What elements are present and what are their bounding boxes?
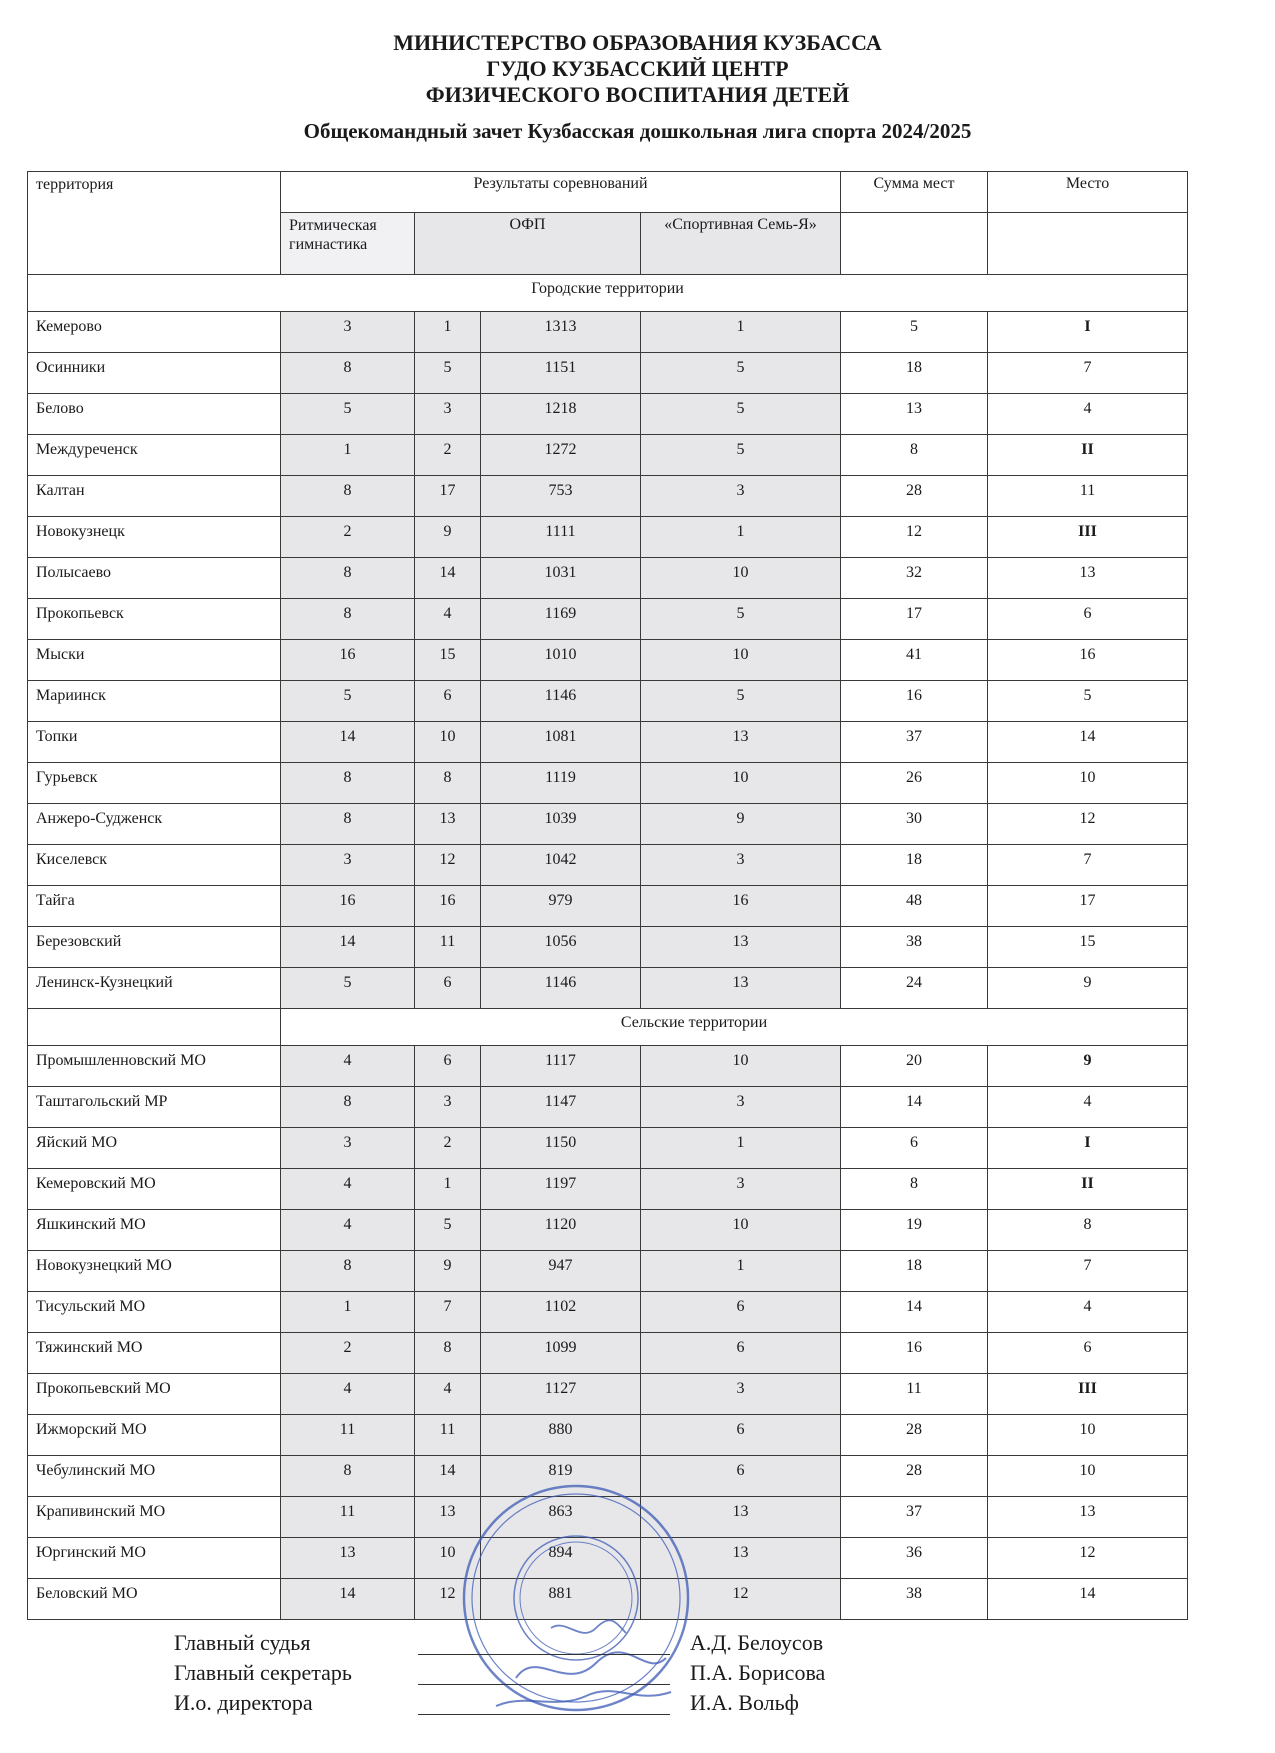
territory-cell: Яйский МО xyxy=(28,1128,281,1169)
rhythmic-cell: 8 xyxy=(281,353,415,394)
ofp-place-cell: 16 xyxy=(415,886,481,927)
sum-cell: 48 xyxy=(841,886,988,927)
sum-cell: 14 xyxy=(841,1292,988,1333)
family-cell: 10 xyxy=(641,640,841,681)
ofp-score-cell: 1042 xyxy=(481,845,641,886)
place-cell: 4 xyxy=(988,394,1188,435)
sum-cell: 38 xyxy=(841,1579,988,1620)
place-cell: 14 xyxy=(988,1579,1188,1620)
table-row xyxy=(28,927,1188,968)
ofp-place-cell: 13 xyxy=(415,1497,481,1538)
ofp-score-cell: 881 xyxy=(481,1579,641,1620)
family-cell: 6 xyxy=(641,1415,841,1456)
sum-cell: 11 xyxy=(841,1374,988,1415)
territory-cell: Кемеровский МО xyxy=(28,1169,281,1210)
ofp-place-cell: 1 xyxy=(415,1169,481,1210)
center-subtitle: ФИЗИЧЕСКОГО ВОСПИТАНИЯ ДЕТЕЙ xyxy=(425,82,850,107)
table-row xyxy=(28,1292,1188,1333)
family-cell: 13 xyxy=(641,1538,841,1579)
ofp-place-cell: 9 xyxy=(415,517,481,558)
sum-cell: 24 xyxy=(841,968,988,1009)
col-sum-header: Сумма мест xyxy=(841,172,988,213)
territory-cell: Прокопьевский МО xyxy=(28,1374,281,1415)
sum-cell: 38 xyxy=(841,927,988,968)
family-cell: 10 xyxy=(641,763,841,804)
sub-sum-empty xyxy=(841,213,988,275)
place-cell: 15 xyxy=(988,927,1188,968)
signature-line xyxy=(418,1654,670,1655)
territory-cell: Новокузнецк xyxy=(28,517,281,558)
signature-role: И.о. директора xyxy=(174,1690,313,1715)
family-cell: 10 xyxy=(641,1210,841,1251)
sub-rhythmic-header: Ритмическая гимнастика xyxy=(281,213,415,275)
table-row xyxy=(28,353,1188,394)
place-cell: II xyxy=(988,1169,1188,1210)
ofp-place-cell: 2 xyxy=(415,435,481,476)
table-row xyxy=(28,681,1188,722)
rhythmic-cell: 4 xyxy=(281,1374,415,1415)
signature-name: И.А. Вольф xyxy=(690,1690,799,1715)
family-cell: 6 xyxy=(641,1456,841,1497)
family-cell: 12 xyxy=(641,1579,841,1620)
col-place-header: Место xyxy=(988,172,1188,213)
ofp-score-cell: 1056 xyxy=(481,927,641,968)
sum-cell: 20 xyxy=(841,1046,988,1087)
rhythmic-cell: 5 xyxy=(281,394,415,435)
place-cell: 10 xyxy=(988,1456,1188,1497)
table-row xyxy=(28,968,1188,1009)
ministry-title: МИНИСТЕРСТВО ОБРАЗОВАНИЯ КУЗБАССА xyxy=(393,30,882,55)
table-row xyxy=(28,517,1188,558)
signature-name: А.Д. Белоусов xyxy=(690,1630,824,1655)
signature-role: Главный судья xyxy=(174,1630,311,1655)
sum-cell: 28 xyxy=(841,1456,988,1497)
territory-cell: Осинники xyxy=(28,353,281,394)
table-row xyxy=(28,1087,1188,1128)
place-cell: 17 xyxy=(988,886,1188,927)
family-cell: 3 xyxy=(641,1169,841,1210)
ofp-score-cell: 1218 xyxy=(481,394,641,435)
table-row xyxy=(28,558,1188,599)
ofp-place-cell: 1 xyxy=(415,312,481,353)
table-row xyxy=(28,722,1188,763)
sum-cell: 41 xyxy=(841,640,988,681)
ofp-score-cell: 1146 xyxy=(481,968,641,1009)
ofp-score-cell: 1111 xyxy=(481,517,641,558)
ofp-place-cell: 12 xyxy=(415,845,481,886)
table-row xyxy=(28,1128,1188,1169)
section-rural-label: Сельские территории xyxy=(281,1009,1188,1046)
family-cell: 13 xyxy=(641,722,841,763)
ofp-score-cell: 1119 xyxy=(481,763,641,804)
territory-cell: Березовский xyxy=(28,927,281,968)
place-cell: 7 xyxy=(988,353,1188,394)
sum-cell: 18 xyxy=(841,1251,988,1292)
sum-cell: 13 xyxy=(841,394,988,435)
ofp-place-cell: 3 xyxy=(415,394,481,435)
family-cell: 3 xyxy=(641,845,841,886)
ofp-score-cell: 1099 xyxy=(481,1333,641,1374)
place-cell: 12 xyxy=(988,1538,1188,1579)
territory-cell: Ленинск-Кузнецкий xyxy=(28,968,281,1009)
table-row xyxy=(28,1415,1188,1456)
ofp-score-cell: 1102 xyxy=(481,1292,641,1333)
sum-cell: 18 xyxy=(841,845,988,886)
rhythmic-cell: 8 xyxy=(281,599,415,640)
document-title: Общекомандный зачет Кузбасская дошкольная лига спорта 2024/2025 xyxy=(303,119,972,143)
place-cell: 4 xyxy=(988,1292,1188,1333)
ofp-score-cell: 753 xyxy=(481,476,641,517)
family-cell: 3 xyxy=(641,476,841,517)
sum-cell: 14 xyxy=(841,1087,988,1128)
table-row xyxy=(28,312,1188,353)
sub-family-header: «Спортивная Семь-Я» xyxy=(641,213,841,275)
territory-cell: Юргинский МО xyxy=(28,1538,281,1579)
table-row xyxy=(28,804,1188,845)
place-cell: 6 xyxy=(988,599,1188,640)
header-row xyxy=(28,172,1188,213)
ofp-score-cell: 1010 xyxy=(481,640,641,681)
place-cell: 14 xyxy=(988,722,1188,763)
place-cell: 9 xyxy=(988,968,1188,1009)
rhythmic-cell: 3 xyxy=(281,845,415,886)
rhythmic-cell: 4 xyxy=(281,1210,415,1251)
rhythmic-cell: 8 xyxy=(281,558,415,599)
ofp-place-cell: 8 xyxy=(415,763,481,804)
territory-cell: Белово xyxy=(28,394,281,435)
ofp-place-cell: 14 xyxy=(415,558,481,599)
family-cell: 13 xyxy=(641,968,841,1009)
signature-line xyxy=(418,1684,670,1685)
ofp-score-cell: 1081 xyxy=(481,722,641,763)
rhythmic-cell: 3 xyxy=(281,1128,415,1169)
ofp-place-cell: 7 xyxy=(415,1292,481,1333)
sum-cell: 37 xyxy=(841,722,988,763)
territory-cell: Калтан xyxy=(28,476,281,517)
place-cell: 10 xyxy=(988,763,1188,804)
ofp-place-cell: 4 xyxy=(415,599,481,640)
ofp-score-cell: 1151 xyxy=(481,353,641,394)
territory-cell: Ижморский МО xyxy=(28,1415,281,1456)
ofp-place-cell: 11 xyxy=(415,1415,481,1456)
place-cell: 6 xyxy=(988,1333,1188,1374)
ofp-score-cell: 1120 xyxy=(481,1210,641,1251)
table-row xyxy=(28,1046,1188,1087)
territory-cell: Мариинск xyxy=(28,681,281,722)
place-cell: 12 xyxy=(988,804,1188,845)
rhythmic-cell: 13 xyxy=(281,1538,415,1579)
ofp-score-cell: 1150 xyxy=(481,1128,641,1169)
signature-row-judge xyxy=(0,1630,1275,1660)
ofp-score-cell: 1147 xyxy=(481,1087,641,1128)
sum-cell: 30 xyxy=(841,804,988,845)
family-cell: 10 xyxy=(641,1046,841,1087)
sum-cell: 32 xyxy=(841,558,988,599)
territory-cell: Прокопьевск xyxy=(28,599,281,640)
family-cell: 5 xyxy=(641,599,841,640)
col-results-header: Результаты соревнований xyxy=(281,172,841,213)
sum-cell: 16 xyxy=(841,1333,988,1374)
territory-cell: Беловский МО xyxy=(28,1579,281,1620)
place-cell: 13 xyxy=(988,1497,1188,1538)
family-cell: 3 xyxy=(641,1374,841,1415)
table-row xyxy=(28,435,1188,476)
ofp-score-cell: 1031 xyxy=(481,558,641,599)
place-cell: 10 xyxy=(988,1415,1188,1456)
place-cell: 9 xyxy=(988,1046,1188,1087)
sum-cell: 28 xyxy=(841,476,988,517)
ofp-place-cell: 10 xyxy=(415,722,481,763)
territory-cell: Междуреченск xyxy=(28,435,281,476)
signature-line xyxy=(418,1714,670,1715)
family-cell: 5 xyxy=(641,681,841,722)
territory-cell: Промышленновский МО xyxy=(28,1046,281,1087)
section-rural-row xyxy=(28,1009,1188,1046)
rhythmic-cell: 1 xyxy=(281,435,415,476)
rhythmic-cell: 11 xyxy=(281,1415,415,1456)
territory-cell: Топки xyxy=(28,722,281,763)
family-cell: 1 xyxy=(641,1251,841,1292)
place-cell: 4 xyxy=(988,1087,1188,1128)
territory-cell: Чебулинский МО xyxy=(28,1456,281,1497)
col-territory-header: территория xyxy=(28,172,281,275)
family-cell: 1 xyxy=(641,1128,841,1169)
place-cell: 8 xyxy=(988,1210,1188,1251)
ofp-score-cell: 863 xyxy=(481,1497,641,1538)
territory-cell: Кемерово xyxy=(28,312,281,353)
place-cell: 13 xyxy=(988,558,1188,599)
ofp-score-cell: 819 xyxy=(481,1456,641,1497)
sum-cell: 17 xyxy=(841,599,988,640)
place-cell: III xyxy=(988,517,1188,558)
rhythmic-cell: 8 xyxy=(281,1251,415,1292)
family-cell: 3 xyxy=(641,1087,841,1128)
family-cell: 6 xyxy=(641,1292,841,1333)
table-row xyxy=(28,1251,1188,1292)
ofp-place-cell: 6 xyxy=(415,681,481,722)
family-cell: 5 xyxy=(641,435,841,476)
territory-cell: Мыски xyxy=(28,640,281,681)
table-row xyxy=(28,763,1188,804)
place-cell: 7 xyxy=(988,1251,1188,1292)
ofp-place-cell: 6 xyxy=(415,968,481,1009)
ofp-score-cell: 880 xyxy=(481,1415,641,1456)
table-row xyxy=(28,886,1188,927)
rhythmic-cell: 5 xyxy=(281,968,415,1009)
sum-cell: 5 xyxy=(841,312,988,353)
section-urban-row xyxy=(28,275,1188,312)
rhythmic-cell: 14 xyxy=(281,927,415,968)
ofp-score-cell: 1169 xyxy=(481,599,641,640)
results-table xyxy=(27,171,1188,1620)
ofp-place-cell: 17 xyxy=(415,476,481,517)
ofp-score-cell: 1146 xyxy=(481,681,641,722)
sum-cell: 36 xyxy=(841,1538,988,1579)
table-row xyxy=(28,1169,1188,1210)
family-cell: 13 xyxy=(641,927,841,968)
place-cell: 11 xyxy=(988,476,1188,517)
ofp-score-cell: 1313 xyxy=(481,312,641,353)
header-title-block xyxy=(0,30,1275,108)
ofp-place-cell: 3 xyxy=(415,1087,481,1128)
family-cell: 16 xyxy=(641,886,841,927)
family-cell: 5 xyxy=(641,353,841,394)
ofp-place-cell: 13 xyxy=(415,804,481,845)
rhythmic-cell: 5 xyxy=(281,681,415,722)
ofp-score-cell: 1039 xyxy=(481,804,641,845)
ofp-place-cell: 2 xyxy=(415,1128,481,1169)
family-cell: 13 xyxy=(641,1497,841,1538)
ofp-place-cell: 10 xyxy=(415,1538,481,1579)
signature-role: Главный секретарь xyxy=(174,1660,352,1685)
rhythmic-cell: 16 xyxy=(281,640,415,681)
rhythmic-cell: 2 xyxy=(281,1333,415,1374)
rhythmic-cell: 14 xyxy=(281,722,415,763)
rhythmic-cell: 2 xyxy=(281,517,415,558)
family-cell: 6 xyxy=(641,1333,841,1374)
place-cell: 7 xyxy=(988,845,1188,886)
section-urban-label: Городские территории xyxy=(28,275,1188,312)
territory-cell: Таштагольский МР xyxy=(28,1087,281,1128)
ofp-place-cell: 5 xyxy=(415,353,481,394)
table-row xyxy=(28,394,1188,435)
ofp-place-cell: 9 xyxy=(415,1251,481,1292)
rhythmic-cell: 8 xyxy=(281,1087,415,1128)
ofp-place-cell: 8 xyxy=(415,1333,481,1374)
ofp-score-cell: 894 xyxy=(481,1538,641,1579)
rhythmic-cell: 11 xyxy=(281,1497,415,1538)
territory-cell: Полысаево xyxy=(28,558,281,599)
table-row xyxy=(28,1210,1188,1251)
ofp-score-cell: 979 xyxy=(481,886,641,927)
territory-cell: Новокузнецкий МО xyxy=(28,1251,281,1292)
sum-cell: 19 xyxy=(841,1210,988,1251)
signature-row-director xyxy=(0,1690,1275,1720)
table-row xyxy=(28,599,1188,640)
territory-cell: Киселевск xyxy=(28,845,281,886)
ofp-place-cell: 4 xyxy=(415,1374,481,1415)
sum-cell: 28 xyxy=(841,1415,988,1456)
ofp-place-cell: 6 xyxy=(415,1046,481,1087)
table-row xyxy=(28,640,1188,681)
family-cell: 1 xyxy=(641,312,841,353)
ofp-place-cell: 11 xyxy=(415,927,481,968)
ofp-place-cell: 14 xyxy=(415,1456,481,1497)
place-cell: I xyxy=(988,312,1188,353)
table-row xyxy=(28,476,1188,517)
family-cell: 9 xyxy=(641,804,841,845)
territory-cell: Анжеро-Судженск xyxy=(28,804,281,845)
table-row xyxy=(28,845,1188,886)
place-cell: 5 xyxy=(988,681,1188,722)
ofp-score-cell: 1272 xyxy=(481,435,641,476)
rhythmic-cell: 8 xyxy=(281,804,415,845)
ofp-score-cell: 1127 xyxy=(481,1374,641,1415)
ofp-score-cell: 1117 xyxy=(481,1046,641,1087)
place-cell: III xyxy=(988,1374,1188,1415)
rhythmic-cell: 14 xyxy=(281,1579,415,1620)
ofp-place-cell: 15 xyxy=(415,640,481,681)
territory-cell: Гурьевск xyxy=(28,763,281,804)
sub-ofp-header: ОФП xyxy=(415,213,641,275)
territory-cell: Яшкинский МО xyxy=(28,1210,281,1251)
rhythmic-cell: 4 xyxy=(281,1046,415,1087)
rhythmic-cell: 16 xyxy=(281,886,415,927)
sum-cell: 16 xyxy=(841,681,988,722)
sum-cell: 8 xyxy=(841,1169,988,1210)
table-row xyxy=(28,1374,1188,1415)
ofp-place-cell: 12 xyxy=(415,1579,481,1620)
family-cell: 5 xyxy=(641,394,841,435)
territory-cell: Тяжинский МО xyxy=(28,1333,281,1374)
place-cell: I xyxy=(988,1128,1188,1169)
ofp-score-cell: 947 xyxy=(481,1251,641,1292)
rhythmic-cell: 4 xyxy=(281,1169,415,1210)
sum-cell: 6 xyxy=(841,1128,988,1169)
family-cell: 1 xyxy=(641,517,841,558)
sum-cell: 8 xyxy=(841,435,988,476)
sub-place-empty xyxy=(988,213,1188,275)
rhythmic-cell: 8 xyxy=(281,1456,415,1497)
territory-cell: Тайга xyxy=(28,886,281,927)
sum-cell: 18 xyxy=(841,353,988,394)
territory-cell: Тисульский МО xyxy=(28,1292,281,1333)
ofp-place-cell: 5 xyxy=(415,1210,481,1251)
place-cell: 16 xyxy=(988,640,1188,681)
family-cell: 10 xyxy=(641,558,841,599)
rhythmic-cell: 1 xyxy=(281,1292,415,1333)
section-rural-empty xyxy=(28,1009,281,1046)
table-row xyxy=(28,1333,1188,1374)
rhythmic-cell: 3 xyxy=(281,312,415,353)
signature-row-secretary xyxy=(0,1660,1275,1690)
center-title: ГУДО КУЗБАССКИЙ ЦЕНТР xyxy=(486,56,789,81)
rhythmic-cell: 8 xyxy=(281,476,415,517)
sum-cell: 37 xyxy=(841,1497,988,1538)
territory-cell: Крапивинский МО xyxy=(28,1497,281,1538)
rhythmic-cell: 8 xyxy=(281,763,415,804)
sum-cell: 26 xyxy=(841,763,988,804)
signature-name: П.А. Борисова xyxy=(690,1660,826,1685)
ofp-score-cell: 1197 xyxy=(481,1169,641,1210)
place-cell: II xyxy=(988,435,1188,476)
sum-cell: 12 xyxy=(841,517,988,558)
